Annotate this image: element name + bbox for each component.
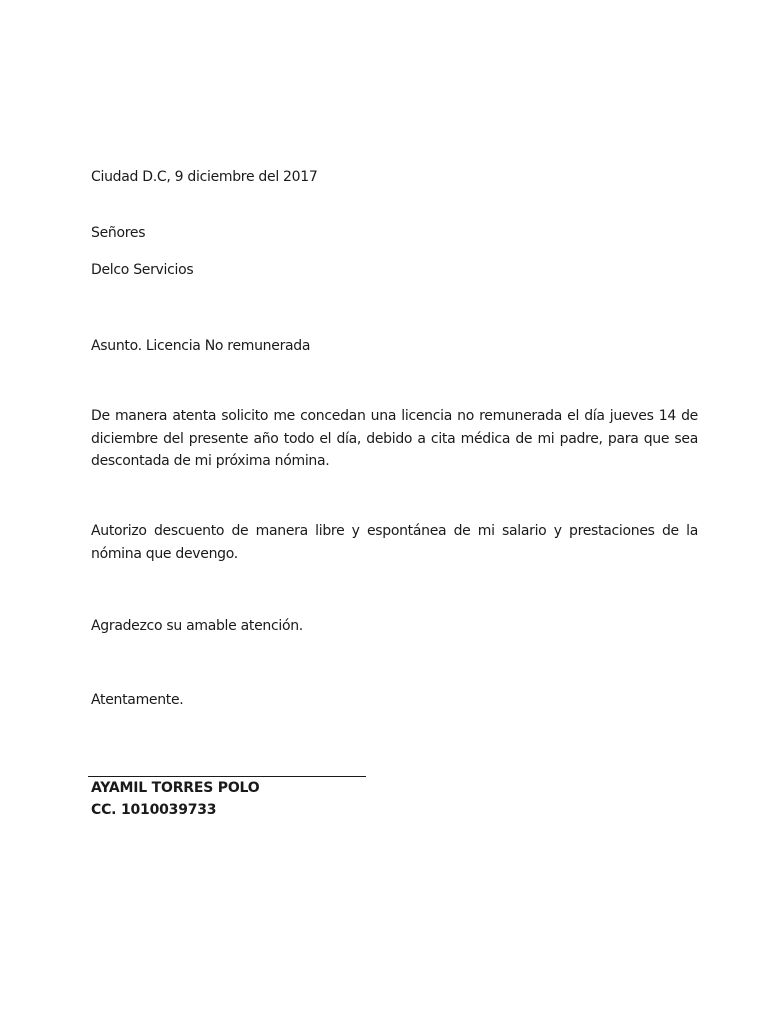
date-line: Ciudad D.C, 9 diciembre del 2017	[91, 169, 318, 185]
closing-line: Atentamente.	[91, 692, 184, 708]
recipient: Delco Servicios	[91, 262, 194, 278]
signature-line	[88, 776, 366, 777]
signer-id: CC. 1010039733	[91, 802, 217, 818]
salutation: Señores	[91, 225, 146, 241]
body-paragraph-2: Autorizo descuento de manera libre y espontánea de mi salario y prestaciones de la nómina que devengo.	[91, 523, 698, 562]
thanks-line: Agradezco su amable atención.	[91, 618, 303, 634]
body-paragraph-1: De manera atenta solicito me concedan una licencia no remunerada el día jueves 14 de diciembre del presente año todo el día, debido a cita médica de mi padre, para que sea descontada de mi próxima nómina.	[91, 408, 698, 469]
subject-line: Asunto. Licencia No remunerada	[91, 338, 311, 354]
signer-name: AYAMIL TORRES POLO	[91, 780, 260, 796]
